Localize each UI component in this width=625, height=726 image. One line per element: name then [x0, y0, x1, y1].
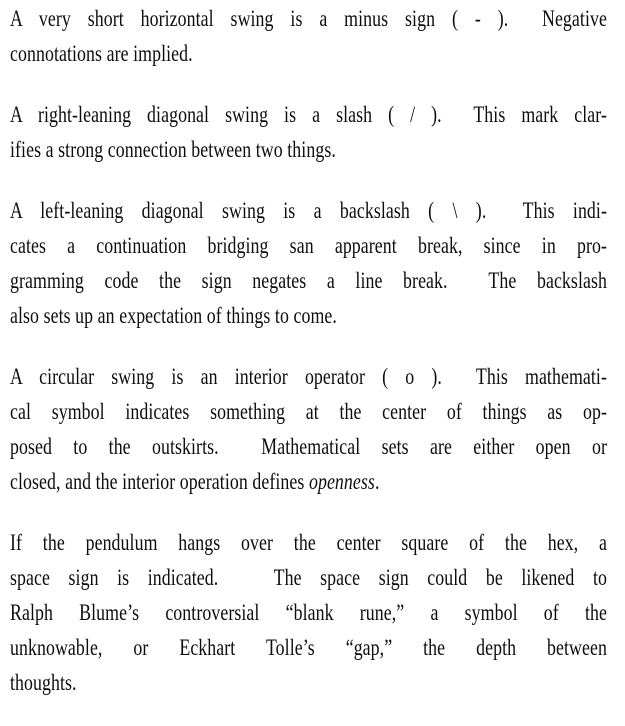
text-line: If the pendulum hangs over the center square of the hex, a — [10, 530, 607, 555]
paragraph — [10, 1, 607, 71]
text-line: cates a continuation bridging san apparent break, since in pro- — [10, 233, 607, 258]
text-line: gramming code the sign negates a line break. The backslash — [10, 268, 607, 293]
text-content — [10, 1, 607, 726]
text-segment: . — [374, 469, 380, 494]
text-line: posed to the outskirts. Mathematical sets are either open or — [10, 434, 607, 459]
italic-text-segment: openness — [308, 469, 375, 494]
text-line: connotations are implied. — [10, 41, 193, 66]
text-line: unknowable, or Eckhart Tolle’s “gap,” the depth between — [10, 635, 607, 660]
text-line: cal symbol indicates something at the center of things as op- — [10, 399, 607, 424]
paragraph — [10, 193, 607, 333]
text-line: A left-leaning diagonal swing is a backslash ( \ ). This indi- — [10, 198, 607, 223]
text-line: ifies a strong connection between two things. — [10, 137, 336, 162]
paragraph — [10, 359, 607, 499]
paragraph — [10, 97, 607, 167]
paragraph — [10, 525, 607, 700]
text-line: A right-leaning diagonal swing is a slash ( / ). This mark clar- — [10, 102, 607, 127]
text-line: A circular swing is an interior operator ( o ). This mathemati- — [10, 364, 607, 389]
text-line: also sets up an expectation of things to come. — [10, 303, 337, 328]
text-line: A very short horizontal swing is a minus sign ( - ). Negative — [10, 6, 607, 31]
text-line — [10, 464, 607, 499]
text-line: thoughts. — [10, 670, 77, 695]
text-segment: closed, and the interior operation defines — [10, 469, 309, 494]
text-line: space sign is indicated. The space sign could be likened to — [10, 565, 607, 590]
text-line: Ralph Blume’s controversial “blank rune,” a symbol of the — [10, 600, 607, 625]
